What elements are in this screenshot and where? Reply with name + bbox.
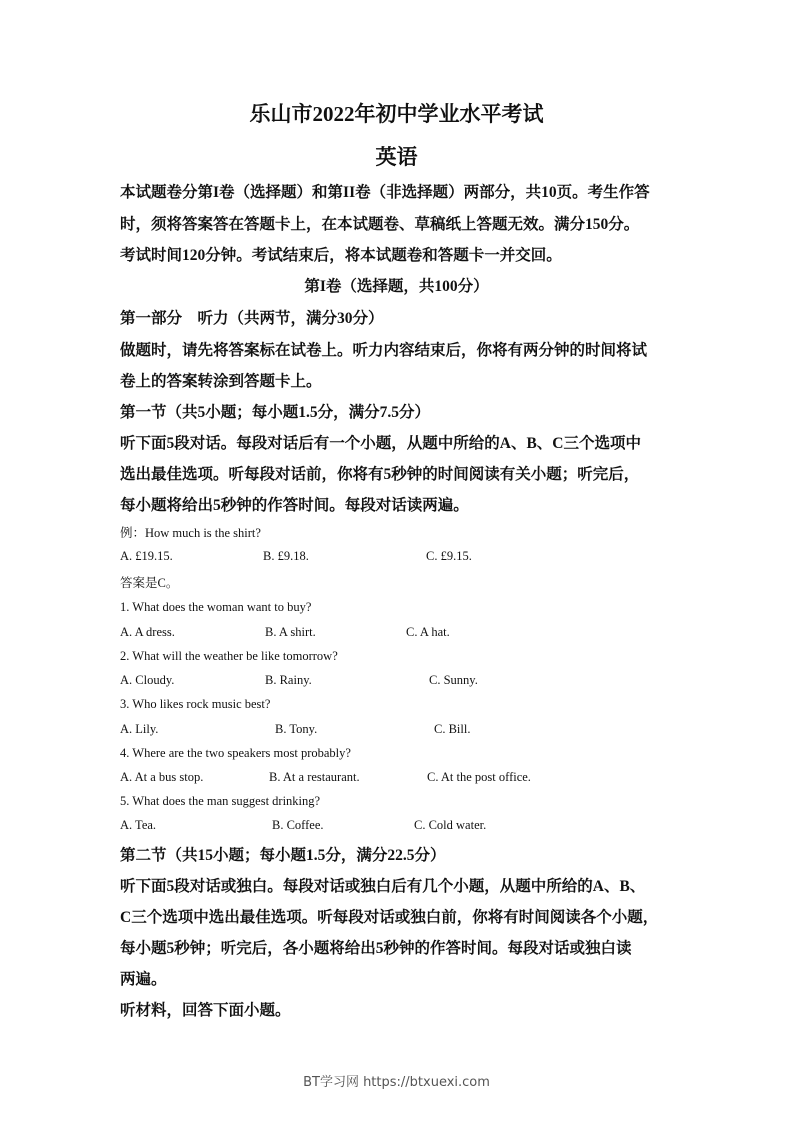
example-option-b: B. £9.18. xyxy=(263,549,309,563)
example-option-c: C. £9.15. xyxy=(426,549,472,563)
question-5-option-c: C. Cold water. xyxy=(414,818,487,832)
question-5-option-b: B. Coffee. xyxy=(272,818,324,832)
section-instruction: 听下面5段对话。每段对话后有一个小题，从题中所给的A、B、C三个选项中 xyxy=(120,435,641,452)
section-instruction: 两遍。 xyxy=(120,971,167,988)
section-instruction: 听下面5段对话或独白。每段对话或独白后有几个小题，从题中所给的A、B、 xyxy=(120,878,646,895)
example-answer: 答案是C。 xyxy=(120,576,179,590)
intro-line: 时，须将答案答在答题卡上，在本试题卷、草稿纸上答题无效。满分150分。 xyxy=(120,216,640,233)
part-instruction: 卷上的答案转涂到答题卡上。 xyxy=(120,373,322,390)
question-2-option-a: A. Cloudy. xyxy=(120,673,175,687)
subject-title: 英语 xyxy=(375,145,418,169)
watermark-footer: BT学习网 https://btxuexi.com xyxy=(303,1075,490,1090)
question-5-option-a: A. Tea. xyxy=(120,818,157,832)
question-3-option-c: C. Bill. xyxy=(434,722,471,736)
question-5: 5. What does the man suggest drinking? xyxy=(120,794,321,808)
part-instruction: 做题时，请先将答案标在试卷上。听力内容结束后，你将有两分钟的时间将试 xyxy=(120,342,648,359)
part-heading: 第一部分 听力（共两节，满分30分） xyxy=(120,310,384,327)
question-3-option-a: A. Lily. xyxy=(120,722,159,736)
question-4-option-c: C. At the post office. xyxy=(427,770,531,784)
listening-prompt: 听材料，回答下面小题。 xyxy=(120,1002,291,1019)
question-4-option-b: B. At a restaurant. xyxy=(269,770,360,784)
section-instruction: 每小题将给出5秒钟的作答时间。每段对话读两遍。 xyxy=(120,497,469,514)
section-instruction: 选出最佳选项。听每段对话前，你将有5秒钟的时间阅读有关小题；听完后， xyxy=(120,466,640,483)
question-1: 1. What does the woman want to buy? xyxy=(120,600,312,614)
question-2-option-b: B. Rainy. xyxy=(265,673,312,687)
question-2: 2. What will the weather be like tomorrow? xyxy=(120,649,338,663)
example-question: 例：How much is the shirt? xyxy=(120,526,261,540)
question-4: 4. Where are the two speakers most probably? xyxy=(120,746,351,760)
example-option-a: A. £19.15. xyxy=(120,549,173,563)
question-2-option-c: C. Sunny. xyxy=(429,673,478,687)
question-1-option-c: C. A hat. xyxy=(406,625,450,639)
section-heading: 第一节（共5小题；每小题1.5分，满分7.5分） xyxy=(120,404,431,421)
intro-line: 本试题卷分第I卷（选择题）和第II卷（非选择题）两部分，共10页。考生作答 xyxy=(120,184,650,201)
question-1-option-b: B. A shirt. xyxy=(265,625,316,639)
question-3: 3. Who likes rock music best? xyxy=(120,697,271,711)
question-3-option-b: B. Tony. xyxy=(275,722,318,736)
question-4-option-a: A. At a bus stop. xyxy=(120,770,204,784)
section-heading: 第二节（共15小题；每小题1.5分，满分22.5分） xyxy=(120,847,446,864)
exam-title: 乐山市2022年初中学业水平考试 xyxy=(249,102,544,126)
volume-heading: 第I卷（选择题，共100分） xyxy=(304,278,489,295)
intro-line: 考试时间120分钟。考试结束后，将本试题卷和答题卡一并交回。 xyxy=(120,247,562,264)
section-instruction: C三个选项中选出最佳选项。听每段对话或独白前，你将有时间阅读各个小题， xyxy=(120,909,659,926)
question-1-option-a: A. A dress. xyxy=(120,625,175,639)
section-instruction: 每小题5秒钟；听完后，各小题将给出5秒钟的作答时间。每段对话或独白读 xyxy=(120,940,632,957)
